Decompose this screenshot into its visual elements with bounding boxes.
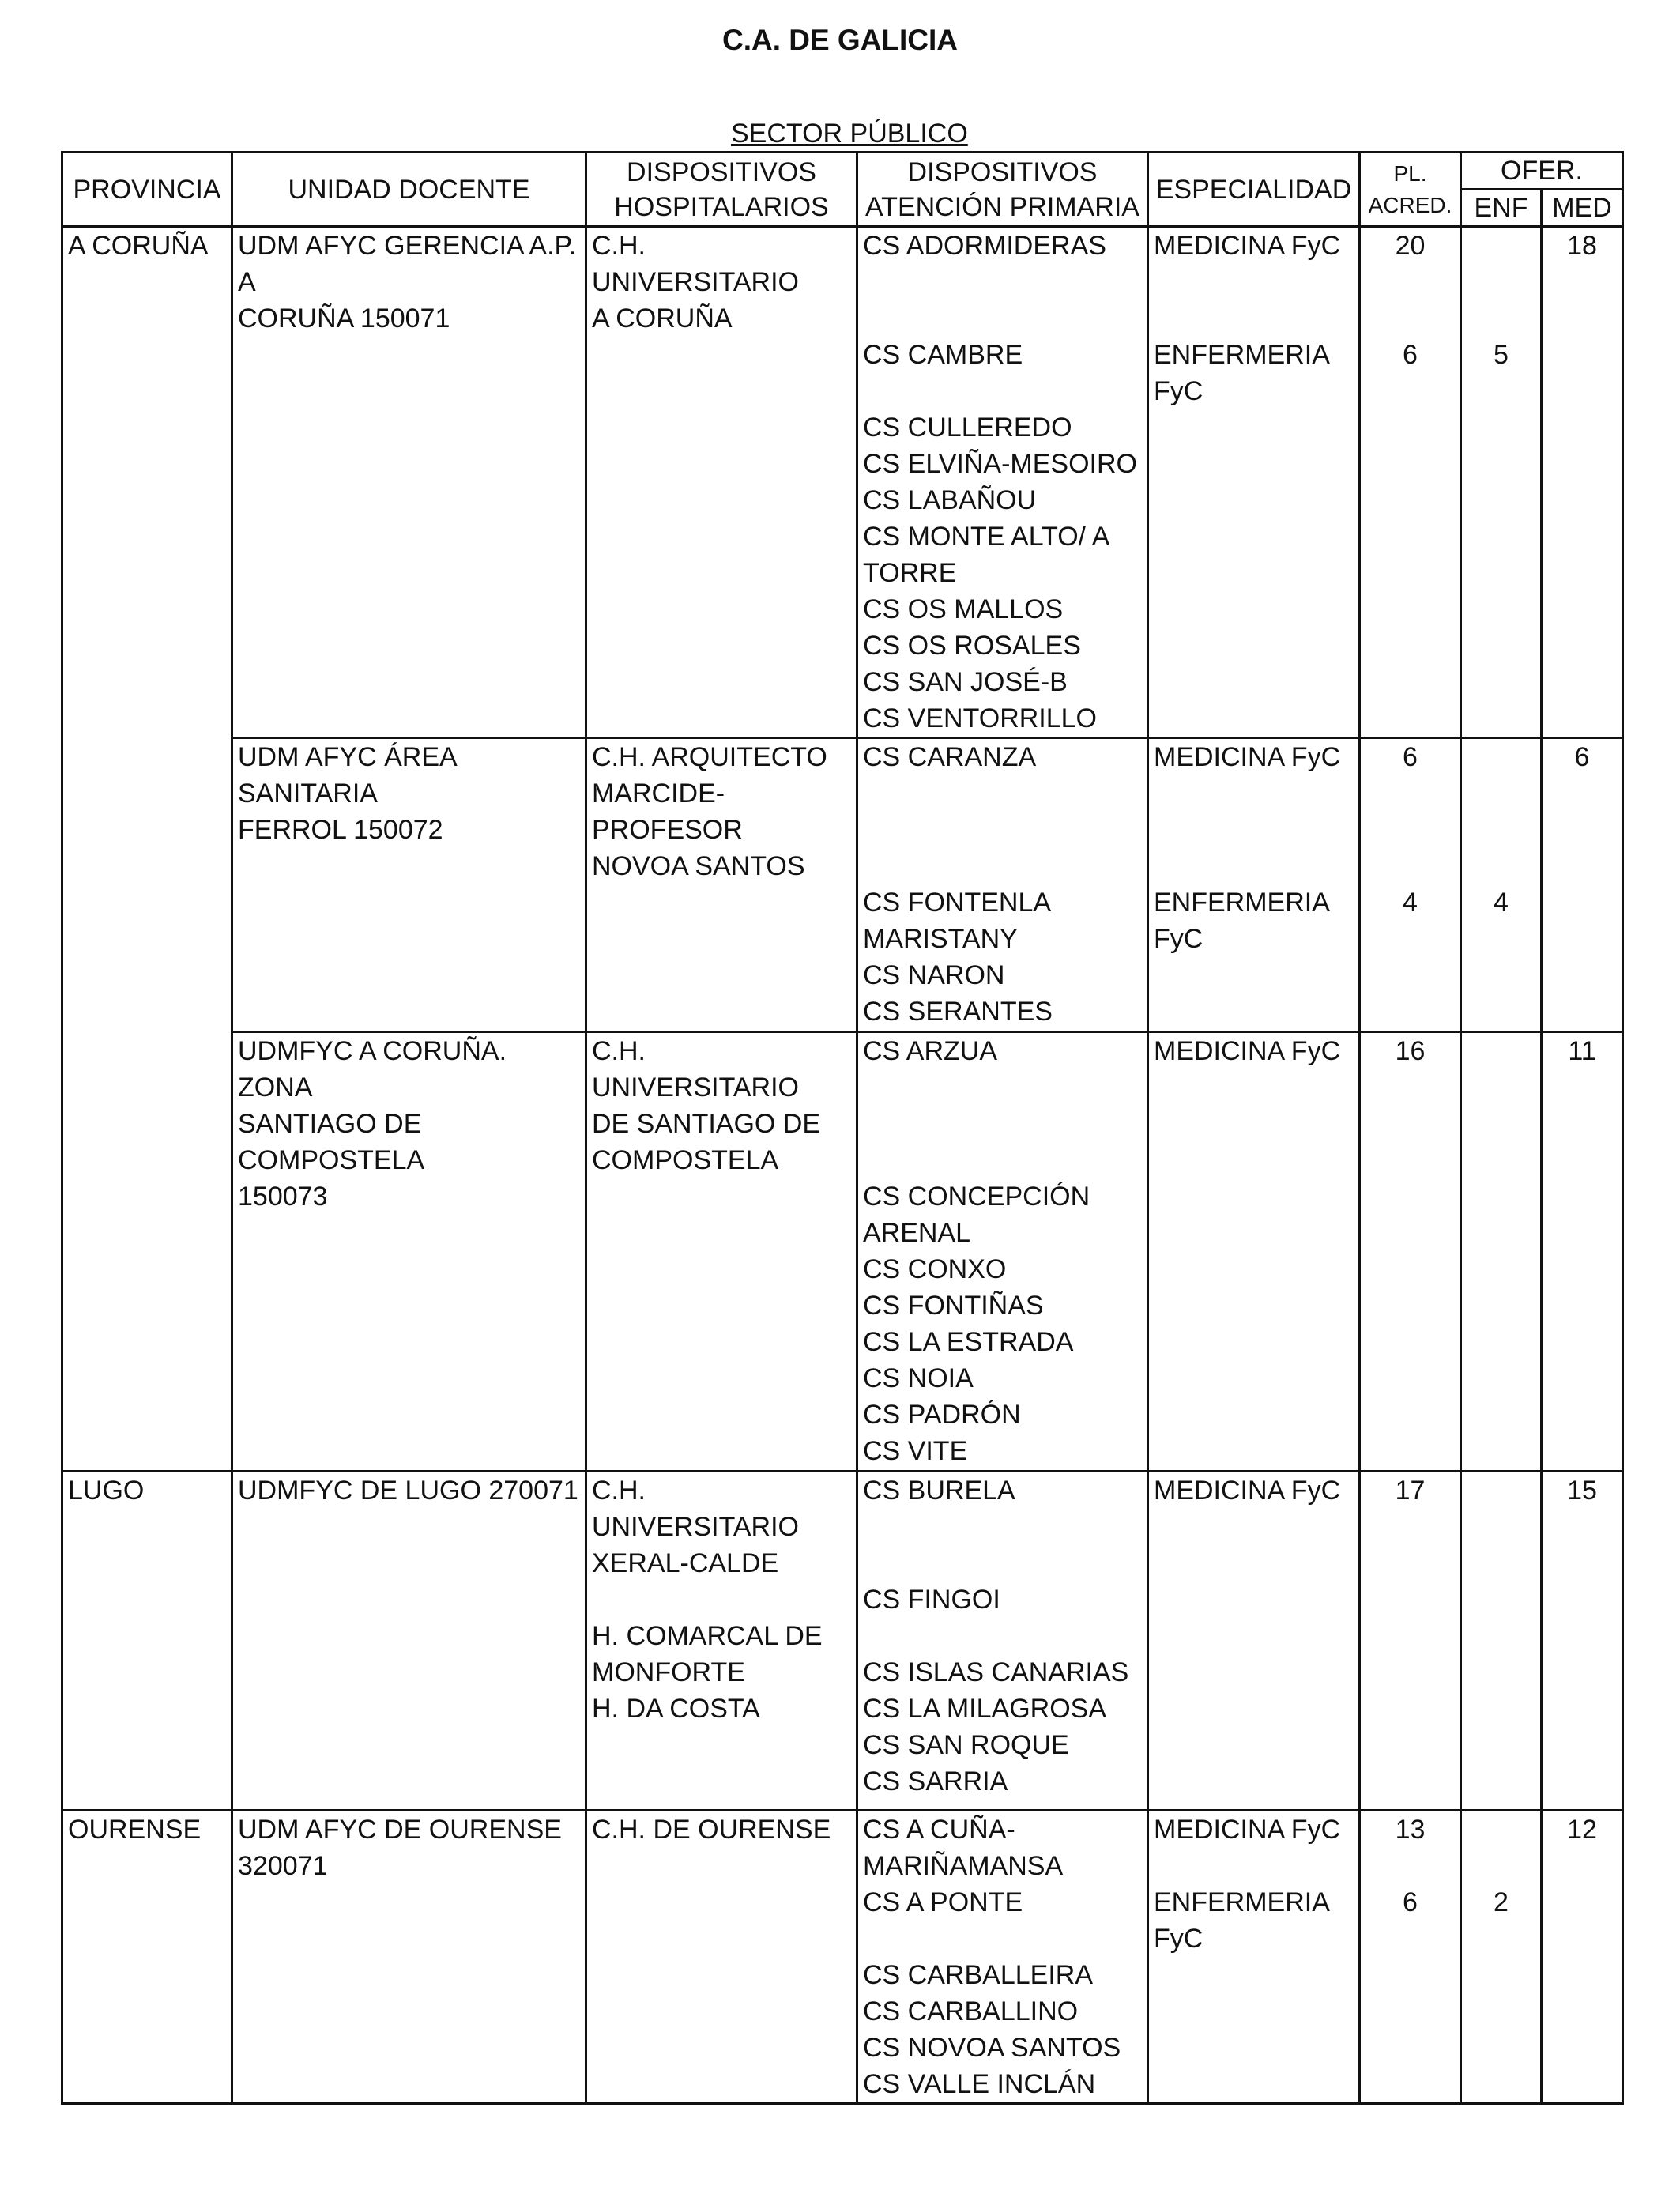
header-enf: ENF xyxy=(1461,190,1542,227)
cell-centros: CS A CUÑA- MARIÑAMANSA CS A PONTE CS CARBALLEIRA CS CARBALLINO CS NOVOA SANTOS CS VALLE INCLÁN xyxy=(857,1811,1148,2104)
header-dispositivos-hospitalarios xyxy=(586,153,857,227)
cell-med: 11 xyxy=(1542,1032,1623,1472)
cell-unidad: UDMFYC A CORUÑA. ZONA SANTIAGO DE COMPOSTELA 150073 xyxy=(232,1032,586,1472)
header-med: MED xyxy=(1542,190,1623,227)
header-unidad-docente: UNIDAD DOCENTE xyxy=(232,153,586,227)
cell-enf xyxy=(1461,1032,1542,1472)
cell-hospitales: C.H. DE OURENSE xyxy=(586,1811,857,2104)
table-row xyxy=(62,1032,1623,1472)
cell-enf: 5 xyxy=(1461,227,1542,738)
cell-med: 15 xyxy=(1542,1472,1623,1811)
cell-centros: CS ARZUA CS CONCEPCIÓN ARENAL CS CONXO CS FONTIÑAS CS LA ESTRADA CS NOIA CS PADRÓN CS VITE xyxy=(857,1032,1148,1472)
table-row xyxy=(62,738,1623,1032)
cell-provincia: OURENSE xyxy=(62,1811,232,2104)
header-dispositivos-ap xyxy=(857,153,1148,227)
header-provincia: PROVINCIA xyxy=(62,153,232,227)
cell-especialidad: MEDICINA FyC ENFERMERIA FyC xyxy=(1148,1811,1360,2104)
cell-plazas: 6 4 xyxy=(1360,738,1461,1032)
cell-enf xyxy=(1461,1472,1542,1811)
units-table xyxy=(61,151,1624,2105)
page-title: C.A. DE GALICIA xyxy=(721,24,959,56)
cell-unidad: UDM AFYC GERENCIA A.P. A CORUÑA 150071 xyxy=(232,227,586,738)
sector-label: SECTOR PÚBLICO xyxy=(731,119,968,149)
header-pl-line-2: ACRED. xyxy=(1368,192,1452,217)
cell-centros: CS CARANZA CS FONTENLA MARISTANY CS NARON CS SERANTES xyxy=(857,738,1148,1032)
header-especialidad: ESPECIALIDAD xyxy=(1148,153,1360,227)
cell-especialidad: MEDICINA FyC ENFERMERIA FyC xyxy=(1148,227,1360,738)
cell-unidad: UDMFYC DE LUGO 270071 xyxy=(232,1472,586,1811)
cell-plazas: 16 xyxy=(1360,1032,1461,1472)
header-hosp-line-1: DISPOSITIVOS xyxy=(627,156,816,187)
cell-especialidad: MEDICINA FyC xyxy=(1148,1472,1360,1811)
cell-especialidad: MEDICINA FyC xyxy=(1148,1032,1360,1472)
cell-plazas: 13 6 xyxy=(1360,1811,1461,2104)
cell-centros: CS BURELA CS FINGOI CS ISLAS CANARIAS CS LA MILAGROSA CS SAN ROQUE CS SARRIA xyxy=(857,1472,1148,1811)
table-row xyxy=(62,1472,1623,1811)
cell-enf: 4 xyxy=(1461,738,1542,1032)
cell-provincia: LUGO xyxy=(62,1472,232,1811)
table-row xyxy=(62,1811,1623,2104)
cell-plazas: 17 xyxy=(1360,1472,1461,1811)
cell-hospitales: C.H. UNIVERSITARIO A CORUÑA xyxy=(586,227,857,738)
header-pl-line-1: PL. xyxy=(1393,160,1427,186)
header-ap-line-1: DISPOSITIVOS xyxy=(907,156,1098,187)
cell-centros: CS ADORMIDERAS CS CAMBRE CS CULLEREDO CS ELVIÑA-MESOIRO CS LABAÑOU CS MONTE ALTO/ A TORRE CS OS MALLOS CS OS ROSALES CS SAN JOSÉ-B CS VENTORRILLO xyxy=(857,227,1148,738)
cell-med: 18 xyxy=(1542,227,1623,738)
cell-med: 12 xyxy=(1542,1811,1623,2104)
header-oferta: OFER. xyxy=(1461,153,1623,190)
cell-enf: 2 xyxy=(1461,1811,1542,2104)
cell-plazas: 20 6 xyxy=(1360,227,1461,738)
cell-med: 6 xyxy=(1542,738,1623,1032)
cell-provincia: A CORUÑA xyxy=(62,227,232,1472)
cell-hospitales: C.H. UNIVERSITARIO XERAL-CALDE H. COMARCAL DE MONFORTE H. DA COSTA xyxy=(586,1472,857,1811)
header-plazas-acreditadas xyxy=(1360,153,1461,227)
table-row xyxy=(62,227,1623,738)
header-hosp-line-2: HOSPITALARIOS xyxy=(614,191,829,222)
cell-unidad: UDM AFYC ÁREA SANITARIA FERROL 150072 xyxy=(232,738,586,1032)
cell-hospitales: C.H. ARQUITECTO MARCIDE-PROFESOR NOVOA SANTOS xyxy=(586,738,857,1032)
cell-hospitales: C.H. UNIVERSITARIO DE SANTIAGO DE COMPOSTELA xyxy=(586,1032,857,1472)
header-ap-line-2: ATENCIÓN PRIMARIA xyxy=(865,191,1139,222)
cell-especialidad: MEDICINA FyC ENFERMERIA FyC xyxy=(1148,738,1360,1032)
cell-unidad: UDM AFYC DE OURENSE 320071 xyxy=(232,1811,586,2104)
